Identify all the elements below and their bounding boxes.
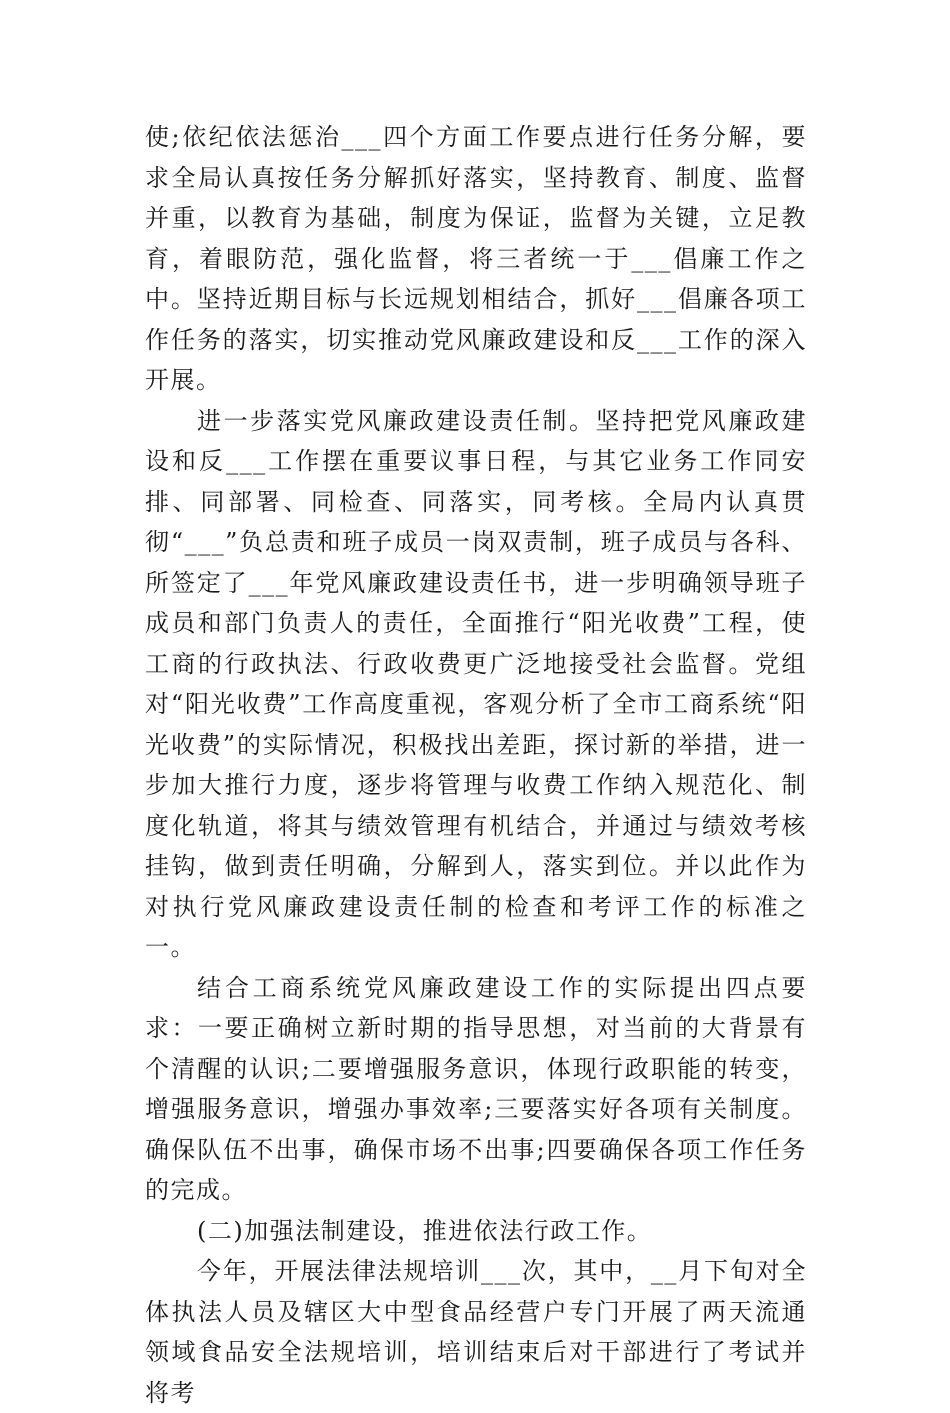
section-heading: (二)加强法制建设，推进依法行政工作。 xyxy=(197,1216,653,1245)
paragraph-3: 结合工商系统党风廉政建设工作的实际提出四点要求：一要正确树立新时期的指导思想，对当前的大背景有个清醒的认识;二要增强服务意识，体现行政职能的转变，增强服务意识，增强办事效率;三要落实好各项有关制度。确保队伍不出事，确保市场不出事;四要确保各项工作任务的完成。 xyxy=(145,973,807,1204)
document-body xyxy=(145,117,807,1413)
paragraph-4: 今年，开展法律法规培训___次，其中，__月下旬对全体执法人员及辖区大中型食品经营户专门开展了两天流通领域食品安全法规培训，培训结束后对干部进行了考试并将考 xyxy=(145,1257,807,1407)
paragraph-2: 进一步落实党风廉政建设责任制。坚持把党风廉政建设和反___工作摆在重要议事日程，与其它业务工作同安排、同部署、同检查、同落实，同考核。全局内认真贯彻“___”负总责和班子成员一岗双责制，班子成员与各科、所签定了___年党风廉政建设责任书，进一步明确领导班子成员和部门负责人的责任，全面推行“阳光收费”工程，使工商的行政执法、行政收费更广泛地接受社会监督。党组对“阳光收费”工作高度重视，客观分析了全市工商系统“阳光收费”的实际情况，积极找出差距，探讨新的举措，进一步加大推行力度，逐步将管理与收费工作纳入规范化、制度化轨道，将其与绩效管理有机结合，并通过与绩效考核挂钩，做到责任明确，分解到人，落实到位。并以此作为对执行党风廉政建设责任制的检查和考评工作的标准之一。 xyxy=(145,406,807,961)
paragraph-1: 使;依纪依法惩治___四个方面工作要点进行任务分解，要求全局认真按任务分解抓好落实，坚持教育、制度、监督并重，以教育为基础，制度为保证，监督为关键，立足教育，着眼防范，强化监督，将三者统一于___倡廉工作之中。坚持近期目标与长远规划相结合，抓好___倡廉各项工作任务的落实，切实推动党风廉政建设和反___工作的深入开展。 xyxy=(145,123,807,394)
